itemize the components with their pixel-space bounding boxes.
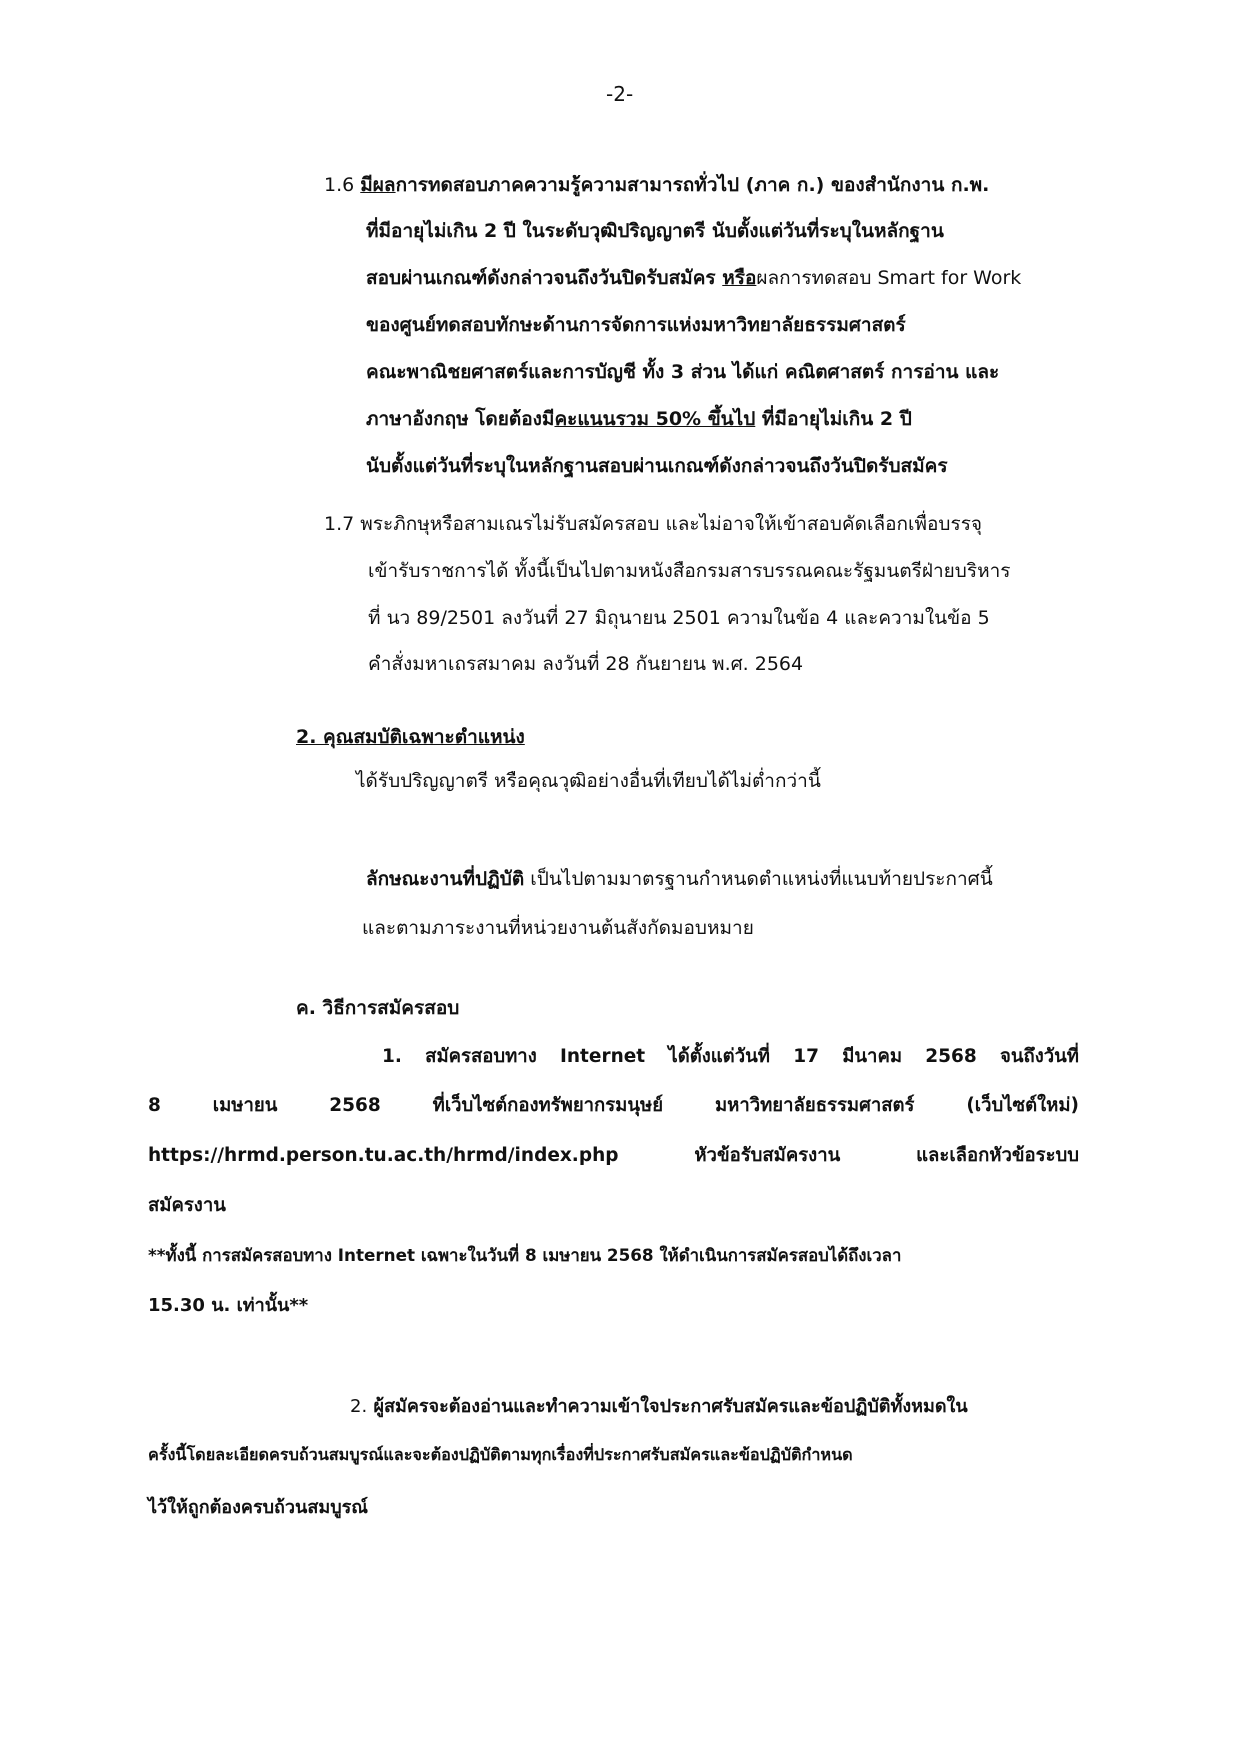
section-2-body: ได้รับปริญญาตรี หรือคุณวุฒิอย่างอื่นที่เทียบได้ไม่ต่ำกว่านี้ — [356, 770, 821, 792]
text: สอบผ่านเกณฑ์ดังกล่าวจนถึงวันปิดรับสมัคร — [366, 267, 723, 289]
application-para-1-line-4: สมัครงาน — [148, 1195, 226, 1216]
application-para-1-line-2: 8 เมษายน 2568 ที่เว็บไซต์กองทรัพยากรมนุษย์ มหาวิทยาลัยธรรมศาสตร์ (เว็บไซต์ใหม่) — [148, 1095, 1079, 1116]
emphasis-underline: คะแนนรวม 50% ขึ้นไป — [554, 408, 756, 430]
item-1-7-line-3: ที่ นว 89/2501 ลงวันที่ 27 มิถุนายน 2501 ความในข้อ 4 และความในข้อ 5 — [368, 607, 990, 629]
text: เป็นไปตามมาตรฐานกำหนดตำแหน่งที่แนบท้ายประกาศนี้ — [524, 868, 993, 890]
item-number: 2. — [350, 1396, 368, 1417]
item-1-6-line-3 — [366, 263, 1021, 293]
section-2-heading: 2. คุณสมบัติเฉพาะตำแหน่ง — [296, 726, 525, 748]
application-para-1-line-3: https://hrmd.person.tu.ac.th/hrmd/index.php หัวข้อรับสมัครงาน และเลือกหัวข้อระบบ — [148, 1145, 1079, 1166]
item-1-6-line-7: นับตั้งแต่วันที่ระบุในหลักฐานสอบผ่านเกณฑ์ดังกล่าวจนถึงวันปิดรับสมัคร — [366, 455, 948, 477]
duties-line-2: และตามภาระงานที่หน่วยงานต้นสังกัดมอบหมาย — [362, 917, 754, 939]
duties-label: ลักษณะงานที่ปฏิบัติ — [366, 868, 525, 890]
section-c-heading: ค. วิธีการสมัครสอบ — [296, 997, 460, 1019]
text: การทดสอบภาคความรู้ความสามารถทั่วไป (ภาค ก.) ของสำนักงาน ก.พ. — [395, 174, 990, 196]
item-1-6-line-4: ของศูนย์ทดสอบทักษะด้านการจัดการแห่งมหาวิทยาลัยธรรมศาสตร์ — [366, 314, 906, 336]
text: ผู้สมัครจะต้องอ่านและทำความเข้าใจประกาศรับสมัครและข้อปฏิบัติทั้งหมดใน — [367, 1396, 968, 1417]
item-1-7-line-4: คำสั่งมหาเถรสมาคม ลงวันที่ 28 กันยายน พ.ศ. 2564 — [368, 653, 804, 675]
item-number: 1.6 — [324, 174, 355, 196]
application-para-2-line-2: ครั้งนี้โดยละเอียดครบถ้วนสมบูรณ์และจะต้องปฏิบัติตามทุกเรื่องที่ประกาศรับสมัครและข้อปฏิบัติกำหนด — [148, 1445, 853, 1464]
item-1-6-line-6 — [366, 404, 912, 434]
application-para-1-line-1: 1. สมัครสอบทาง Internet ได้ตั้งแต่วันที่ 17 มีนาคม 2568 จนถึงวันที่ — [382, 1046, 1079, 1067]
duties-line-1 — [366, 864, 993, 894]
item-1-6-line-5: คณะพาณิชยศาสตร์และการบัญชี ทั้ง 3 ส่วน ได้แก่ คณิตศาสตร์ การอ่าน และ — [366, 361, 1000, 383]
application-para-2-line-3: ไว้ให้ถูกต้องครบถ้วนสมบูรณ์ — [148, 1497, 368, 1518]
application-para-2-line-1 — [350, 1391, 968, 1420]
application-note-line-1: **ทั้งนี้ การสมัครสอบทาง Internet เฉพาะในวันที่ 8 เมษายน 2568 ให้ดำเนินการสมัครสอบได้ถึงเวลา — [148, 1245, 902, 1265]
emphasis-underline: หรือ — [722, 267, 757, 289]
item-1-6-line-2: ที่มีอายุไม่เกิน 2 ปี ในระดับวุฒิปริญญาตรี นับตั้งแต่วันที่ระบุในหลักฐาน — [366, 220, 944, 242]
item-1-7-line-1: 1.7 พระภิกษุหรือสามเณรไม่รับสมัครสอบ และไม่อาจให้เข้าสอบคัดเลือกเพื่อบรรจุ — [324, 513, 983, 535]
application-note-line-2: 15.30 น. เท่านั้น** — [148, 1295, 309, 1316]
item-1-6-line-1 — [324, 170, 989, 200]
page-number: -2- — [606, 82, 634, 106]
emphasis-underline: มีผล — [360, 174, 396, 196]
text: ผลการทดสอบ Smart for Work — [756, 267, 1022, 289]
text: ภาษาอังกฤษ โดยต้องมี — [366, 408, 555, 430]
item-1-7-line-2: เข้ารับราชการได้ ทั้งนี้เป็นไปตามหนังสือกรมสารบรรณคณะรัฐมนตรีฝ่ายบริหาร — [368, 560, 1011, 582]
text: ที่มีอายุไม่เกิน 2 ปี — [755, 408, 912, 430]
